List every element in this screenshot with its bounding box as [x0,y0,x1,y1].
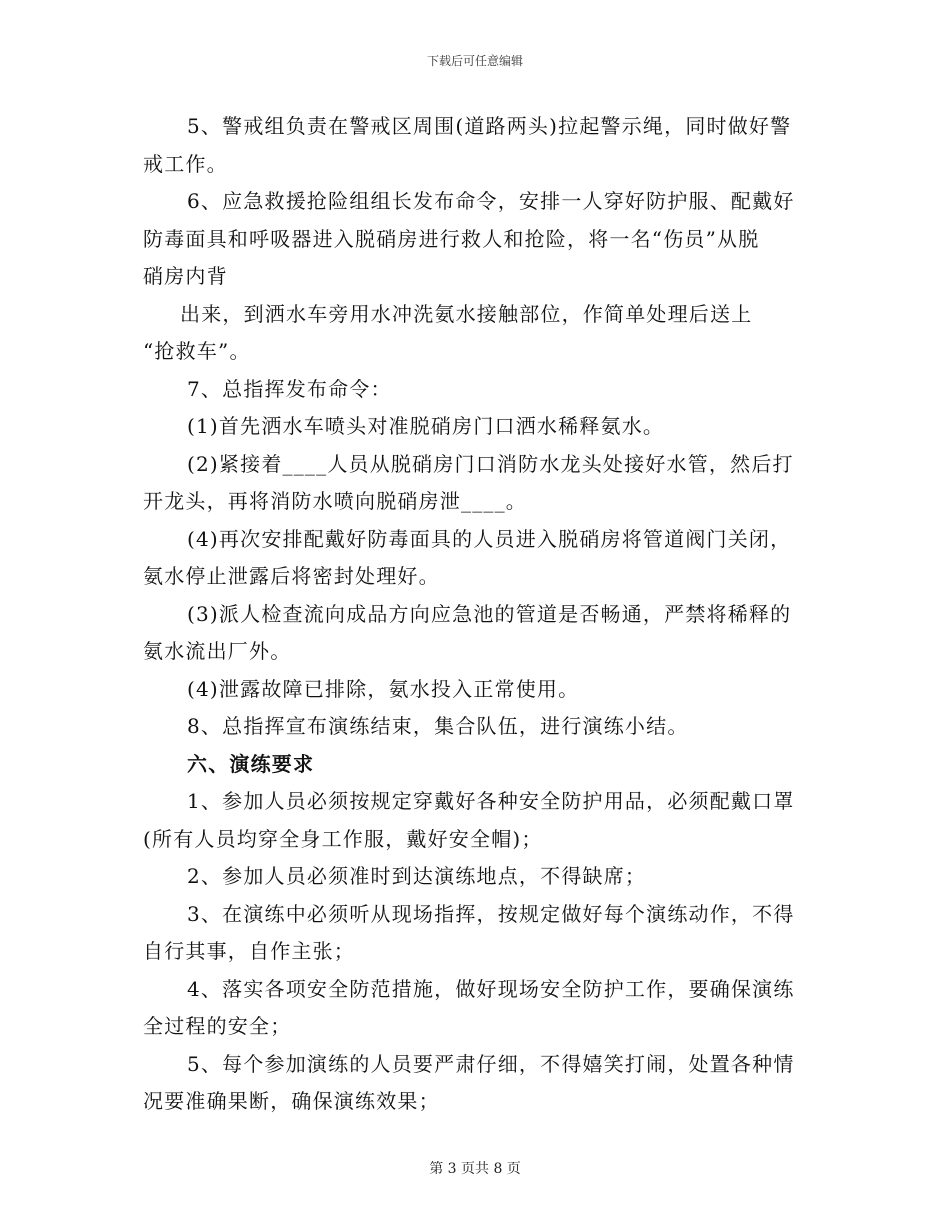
text-line: 氨水流出厂外。 [143,639,292,663]
text-line: 戒工作。 [143,151,228,176]
text-line: 4、落实各项安全防范措施，做好现场安全防护工作，要确保演练 [187,976,795,1001]
text-line: 六、演练要求 [187,751,315,776]
text-line: 2、参加人员必须准时到达演练地点，不得缺席； [187,864,647,888]
text-line: 硝房内背 [143,264,228,288]
text-line: 5、每个参加演练的人员要严肃仔细，不得嬉笑打闹，处置各种情 [187,1051,795,1076]
text-line: 5、警戒组负责在警戒区周围(道路两头)拉起警示绳，同时做好警 [187,114,792,138]
text-line: 7、总指挥发布命令： [187,376,392,401]
text-line: 8、总指挥宣布演练结束，集合队伍，进行演练小结。 [187,714,689,738]
text-line: “抢救车”。 [143,339,251,363]
text-line: 开龙头，再将消防水喷向脱硝房泄____。 [143,489,527,513]
text-line: 况要准确果断，确保演练效果； [143,1089,440,1113]
text-line: 出来，到洒水车旁用水冲洗氨水接触部位，作简单处理后送上 [180,301,753,326]
document-body [143,108,811,1121]
page-footer: 第 3 页共 8 页 [429,1161,521,1177]
text-line: 防毒面具和呼吸器进入脱硝房进行救人和抢险，将一名“伤员”从脱 [143,226,760,251]
text-line: (4)再次安排配戴好防毒面具的人员进入脱硝房将管道阀门关闭， [187,526,792,551]
text-line: 全过程的安全； [143,1014,292,1038]
text-line: (所有人员均穿全身工作服，戴好安全帽)； [143,826,543,851]
text-line: 3、在演练中必须听从现场指挥，按规定做好每个演练动作，不得 [187,901,795,926]
text-line: (3)派人检查流向成品方向应急池的管道是否畅通，严禁将稀释的 [187,601,792,626]
text-line: 6、应急救援抢险组组长发布命令，安排一人穿好防护服、配戴好 [187,189,795,213]
text-line: 氨水停止泄露后将密封处理好。 [143,564,440,588]
text-line: (2)紧接着____人员从脱硝房门口消防水龙头处接好水管，然后打 [187,451,794,476]
text-line: (4)泄露故障已排除，氨水投入正常使用。 [187,676,580,701]
text-line: 自行其事，自作主张； [143,939,355,963]
text-line: (1)首先洒水车喷头对准脱硝房门口洒水稀释氨水。 [187,414,665,438]
text-line: 1、参加人员必须按规定穿戴好各种安全防护用品，必须配戴口罩 [187,789,795,813]
page-header: 下载后可任意编辑 [426,54,523,68]
